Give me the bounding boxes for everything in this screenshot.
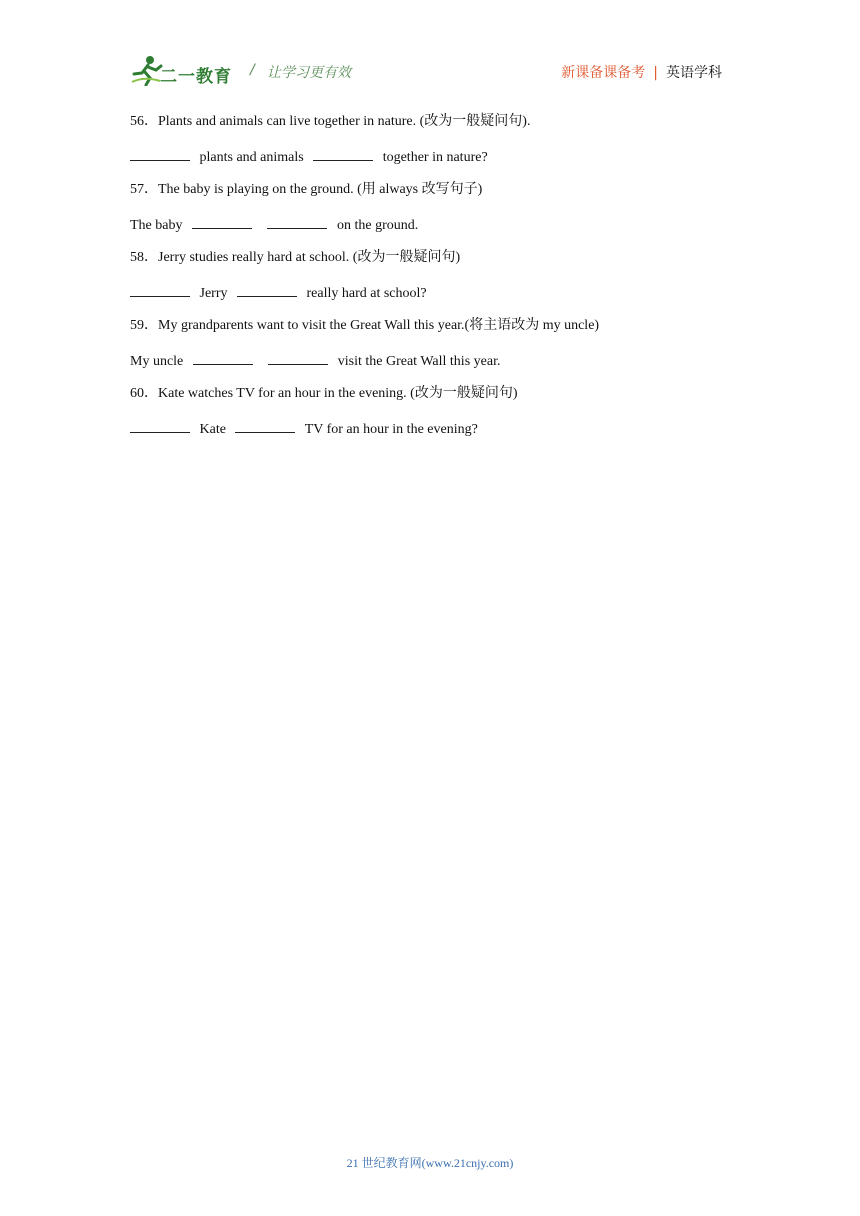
answer-text: together in nature? [382, 150, 488, 165]
answer-blank[interactable] [313, 146, 373, 161]
answer-line [130, 282, 730, 316]
header-separator: | [653, 65, 658, 81]
answer-text: visit the Great Wall this year. [337, 354, 501, 369]
answer-text: on the ground. [336, 218, 419, 233]
answer-line [130, 214, 730, 248]
answer-blank[interactable] [267, 214, 327, 229]
question-text: My grandparents want to visit the Great Wall this year.(将主语改为 my uncle) [158, 318, 600, 333]
runner-icon [130, 54, 164, 86]
answer-blank[interactable] [130, 282, 190, 297]
answer-text: TV for an hour in the evening? [304, 422, 478, 437]
header-accent-text: 新课备课备考 [561, 65, 646, 81]
question-number: 56． [130, 114, 158, 129]
question-prompt [130, 384, 730, 418]
question-prompt [130, 316, 730, 350]
answer-blank[interactable] [130, 418, 190, 433]
answer-text: Kate [199, 422, 226, 437]
question-text: Kate watches TV for an hour in the evening. (改为一般疑问句) [158, 386, 518, 401]
header-subject: 英语学科 [666, 65, 722, 81]
answer-blank[interactable] [130, 146, 190, 161]
question-text: Jerry studies really hard at school. (改为一般疑问句) [158, 250, 461, 265]
answer-line [130, 146, 730, 180]
answer-blank[interactable] [235, 418, 295, 433]
answer-line [130, 350, 730, 384]
answer-text: really hard at school? [306, 286, 427, 301]
answer-text: Jerry [199, 286, 228, 301]
question-number: 60． [130, 386, 158, 401]
question-number: 58． [130, 250, 158, 265]
footer-text: 21 世纪教育网(www.21cnjy.com) [346, 1156, 514, 1170]
exercise-list [130, 112, 730, 452]
question-text: Plants and animals can live together in nature. (改为一般疑问句). [158, 114, 531, 129]
answer-blank[interactable] [192, 214, 252, 229]
page-footer [0, 1154, 860, 1171]
question-number: 59． [130, 318, 158, 333]
answer-blank[interactable] [193, 350, 253, 365]
answer-line [130, 418, 730, 452]
answer-blank[interactable] [237, 282, 297, 297]
slogan: 让学习更有效 [267, 65, 351, 81]
question-prompt [130, 112, 730, 146]
question-text: The baby is playing on the ground. (用 always 改写句子) [158, 182, 483, 197]
answer-text: The baby [130, 218, 183, 233]
question-number: 57． [130, 182, 158, 197]
question-prompt [130, 180, 730, 214]
logo-text: 二一教育 [160, 67, 232, 87]
question-prompt [130, 248, 730, 282]
answer-text: plants and animals [199, 150, 304, 165]
answer-blank[interactable] [268, 350, 328, 365]
page-header [130, 54, 730, 90]
answer-text: My uncle [130, 354, 184, 369]
header-right [561, 62, 722, 82]
brand-logo [130, 54, 242, 88]
slogan-divider: / [250, 62, 255, 78]
